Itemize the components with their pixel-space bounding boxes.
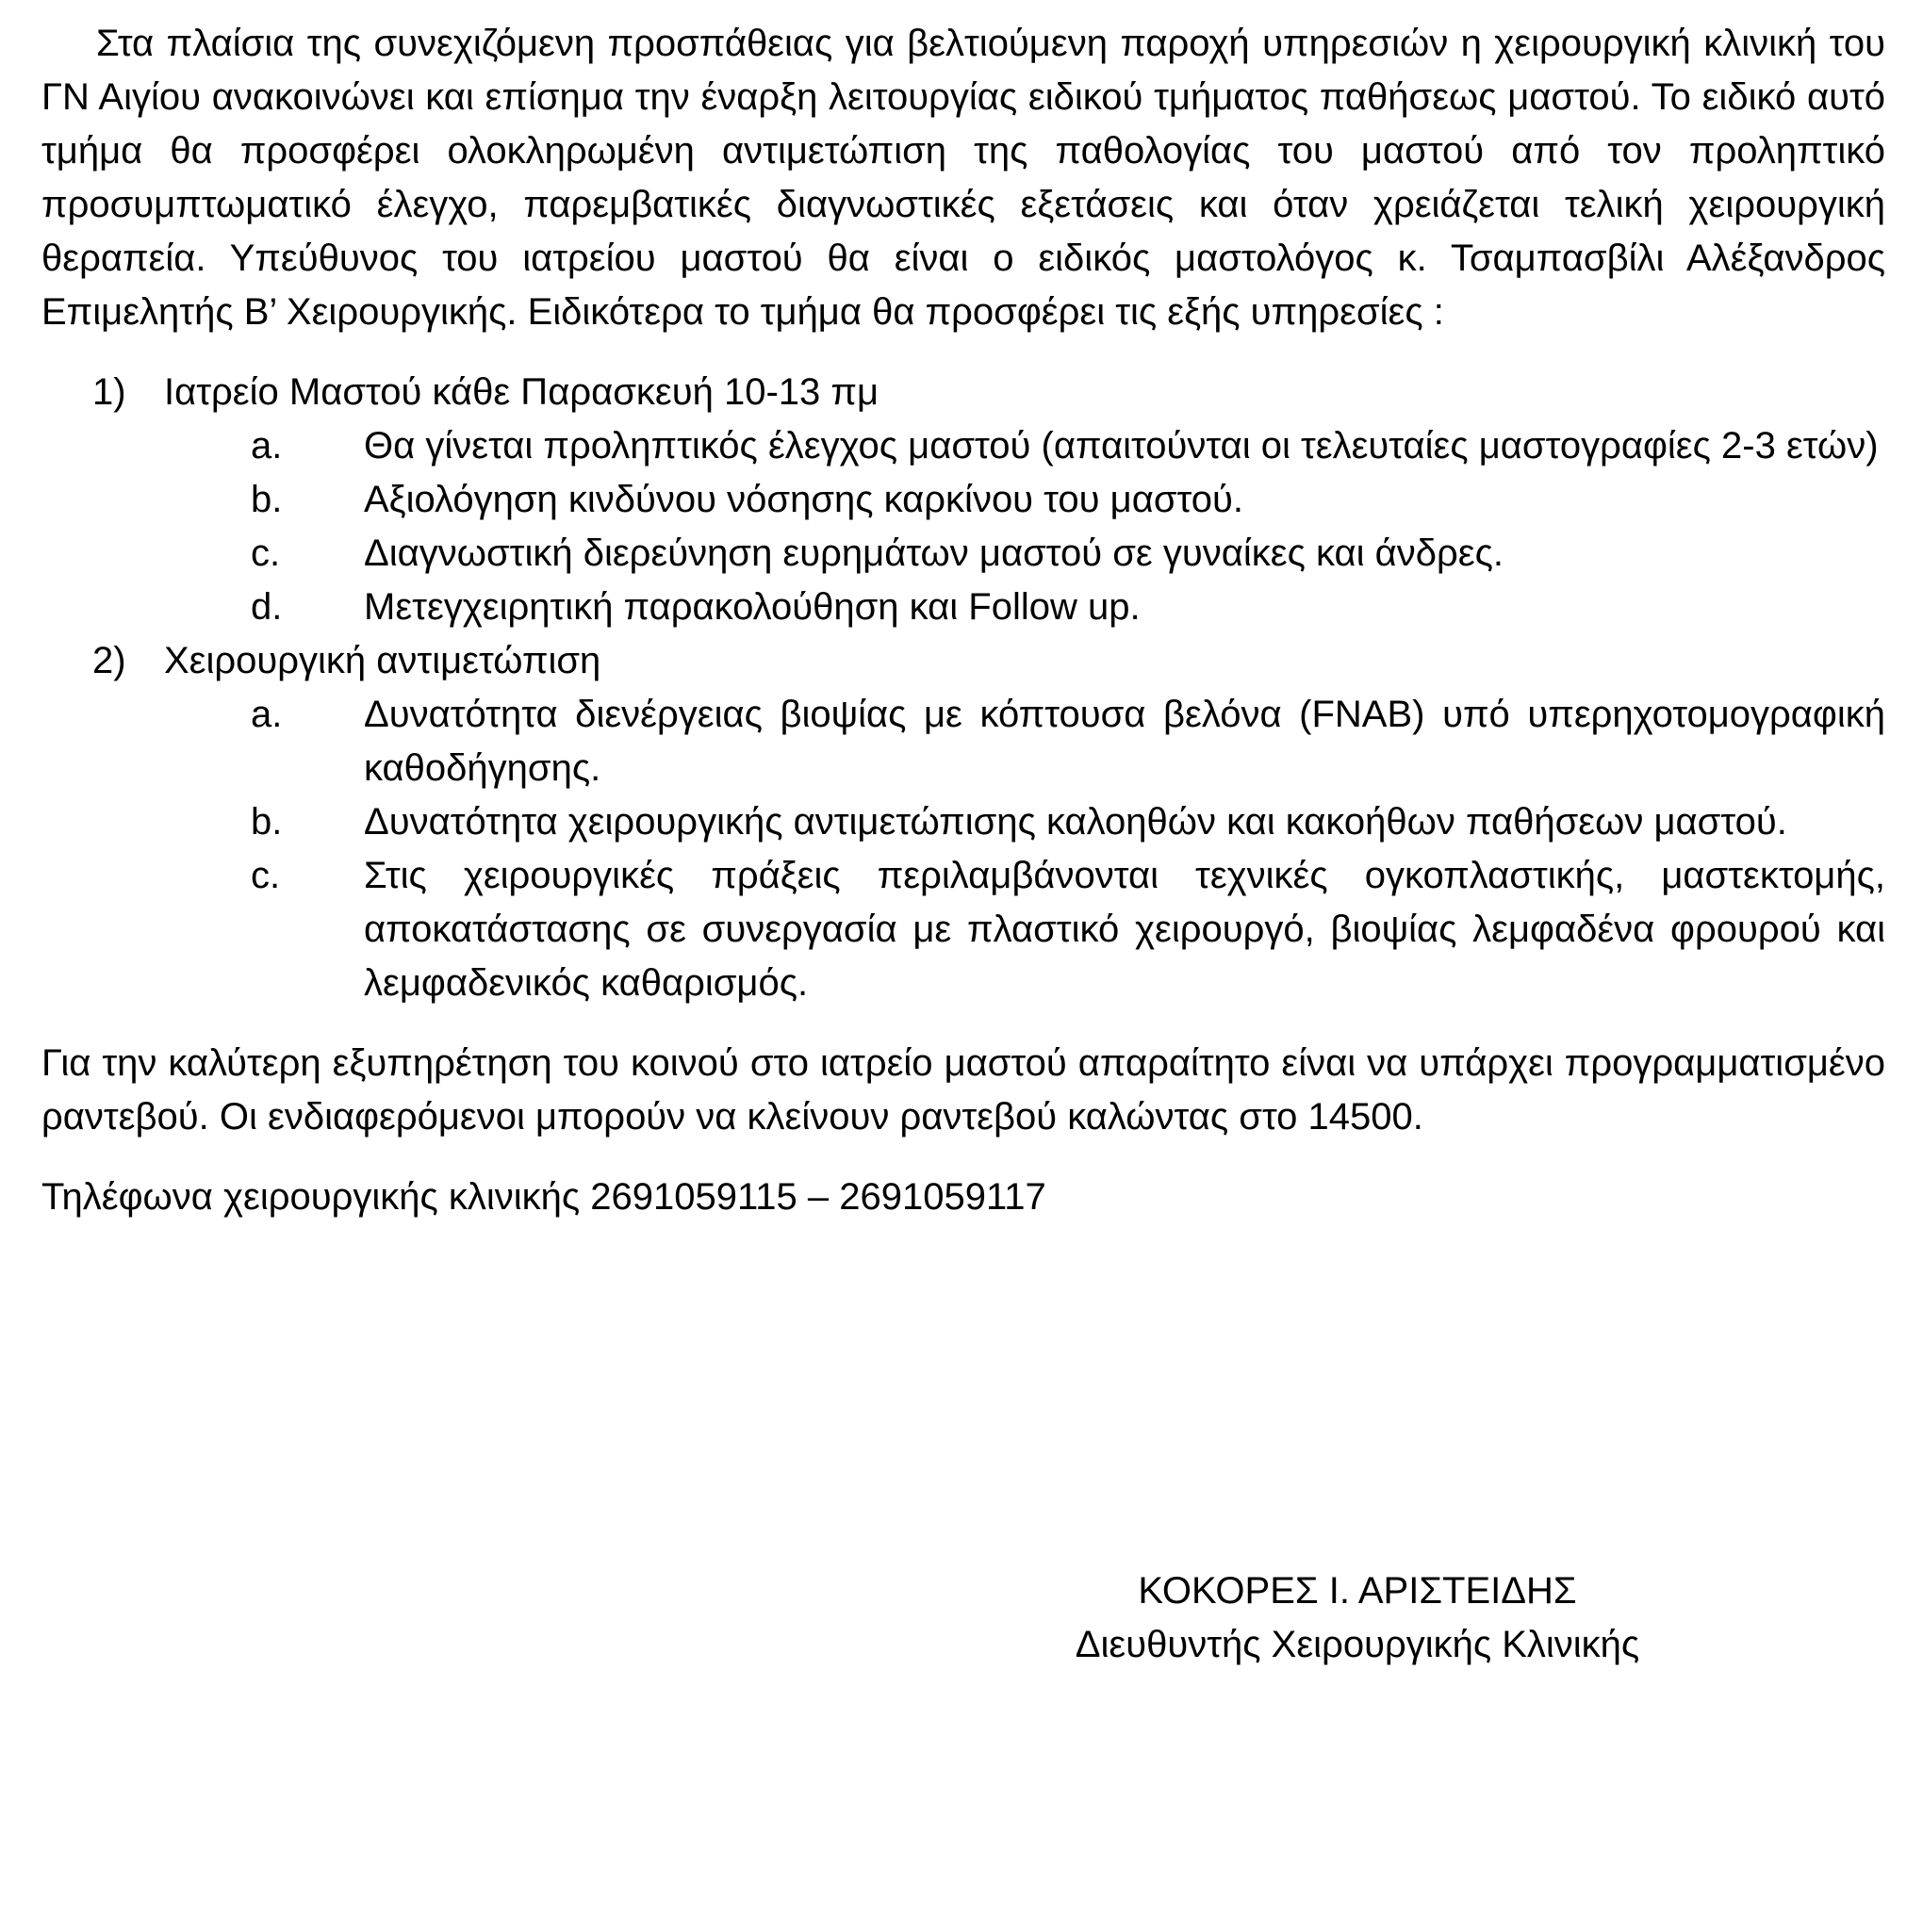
intro-paragraph: Στα πλαίσια της συνεχιζόμενη προσπάθειας για βελτιούμενη παροχή υπηρεσιών η χειρουργική κλινική του ΓΝ Αιγίου ανακοινώνει και επίσημα την έναρξη λειτουργίας ειδικού τμήματος παθήσεως μαστού. Το ειδικό αυτό τμήμα θα προσφέρει ολοκληρωμένη αντιμετώπιση της παθολογίας του μαστού από τον προληπτικό προσυμπτωματικό έλεγχο, παρεμβατικές διαγνωστικές εξετάσεις και όταν χρειάζεται τελική χειρουργική θεραπεία. Υπεύθυνος του ιατρείου μαστού θα είναι ο ειδικός μαστολόγος κ. Τσαμπασβίλι Αλέξανδρος Επιμελητής Β’ Χειρουργικής. Ειδικότερα το τμήμα θα προσφέρει τις εξής υπηρεσίες : <box>41 23 1885 333</box>
document-page <box>41 17 1885 1224</box>
signatory-title: Διευθυντής Χειρουργικής Κλινικής <box>1075 1624 1640 1665</box>
list-item <box>41 419 1885 473</box>
subitem-letter: d. <box>251 586 283 628</box>
service-number: 1) <box>92 371 126 413</box>
list-item <box>41 581 1885 634</box>
subitem-letter: a. <box>251 694 283 735</box>
subitem-letter: c. <box>251 855 281 896</box>
subitem-letter: b. <box>251 479 283 520</box>
service-subitems <box>164 419 1885 634</box>
list-item <box>41 473 1885 527</box>
subitem-letter: c. <box>251 532 281 574</box>
service-subitems <box>164 688 1885 1010</box>
signatory-name: ΚΟΚΟΡΕΣ Ι. ΑΡΙΣΤΕΙΔΗΣ <box>1138 1570 1577 1612</box>
phones-line: Τηλέφωνα χειρουργικής κλινικής 2691059115 – 2691059117 <box>41 1176 1046 1218</box>
subitem-text: Θα γίνεται προληπτικός έλεγχος μαστού (απαιτούνται οι τελευταίες μαστογραφίες 2-3 ετών) <box>364 425 1879 467</box>
subitem-text: Μετεγχειρητική παρακολούθηση και Follow up. <box>364 586 1141 628</box>
list-item <box>41 688 1885 795</box>
service-title: Ιατρείο Μαστού κάθε Παρασκευή 10-13 πμ <box>164 371 879 413</box>
subitem-letter: b. <box>251 801 283 843</box>
services-list <box>41 366 1885 1010</box>
list-item <box>41 849 1885 1010</box>
list-item <box>41 527 1885 581</box>
subitem-text: Στις χειρουργικές πράξεις περιλαμβάνονται τεχνικές ογκοπλαστικής, μαστεκτομής, αποκατάστασης σε συνεργασία με πλαστικό χειρουργό, βιοψίας λεμφαδένα φρουρού και λεμφαδενικός καθαρισμός. <box>364 855 1885 1004</box>
service-item-2 <box>41 634 1885 1010</box>
list-item <box>41 795 1885 849</box>
subitem-text: Δυνατότητα διενέργειας βιοψίας με κόπτουσα βελόνα (FNAB) υπό υπερηχοτομογραφική καθοδήγησης. <box>364 694 1885 789</box>
subitem-letter: a. <box>251 425 283 467</box>
service-item-1 <box>41 366 1885 634</box>
subitem-text: Αξιολόγηση κινδύνου νόσησης καρκίνου του μαστού. <box>364 479 1243 520</box>
service-number: 2) <box>92 640 126 681</box>
subitem-text: Δυνατότητα χειρουργικής αντιμετώπισης καλοηθών και κακοήθων παθήσεων μαστού. <box>364 801 1787 843</box>
closing-paragraph: Για την καλύτερη εξυπηρέτηση του κοινού στο ιατρείο μαστού απαραίτητο είναι να υπάρχει προγραμματισμένο ραντεβού. Οι ενδιαφερόμενοι μπορούν να κλείνουν ραντεβού καλώντας στο 14500. <box>41 1042 1885 1138</box>
subitem-text: Διαγνωστική διερεύνηση ευρημάτων μαστού σε γυναίκες και άνδρες. <box>364 532 1504 574</box>
signature-block <box>1037 1564 1678 1672</box>
service-title: Χειρουργική αντιμετώπιση <box>164 640 601 681</box>
